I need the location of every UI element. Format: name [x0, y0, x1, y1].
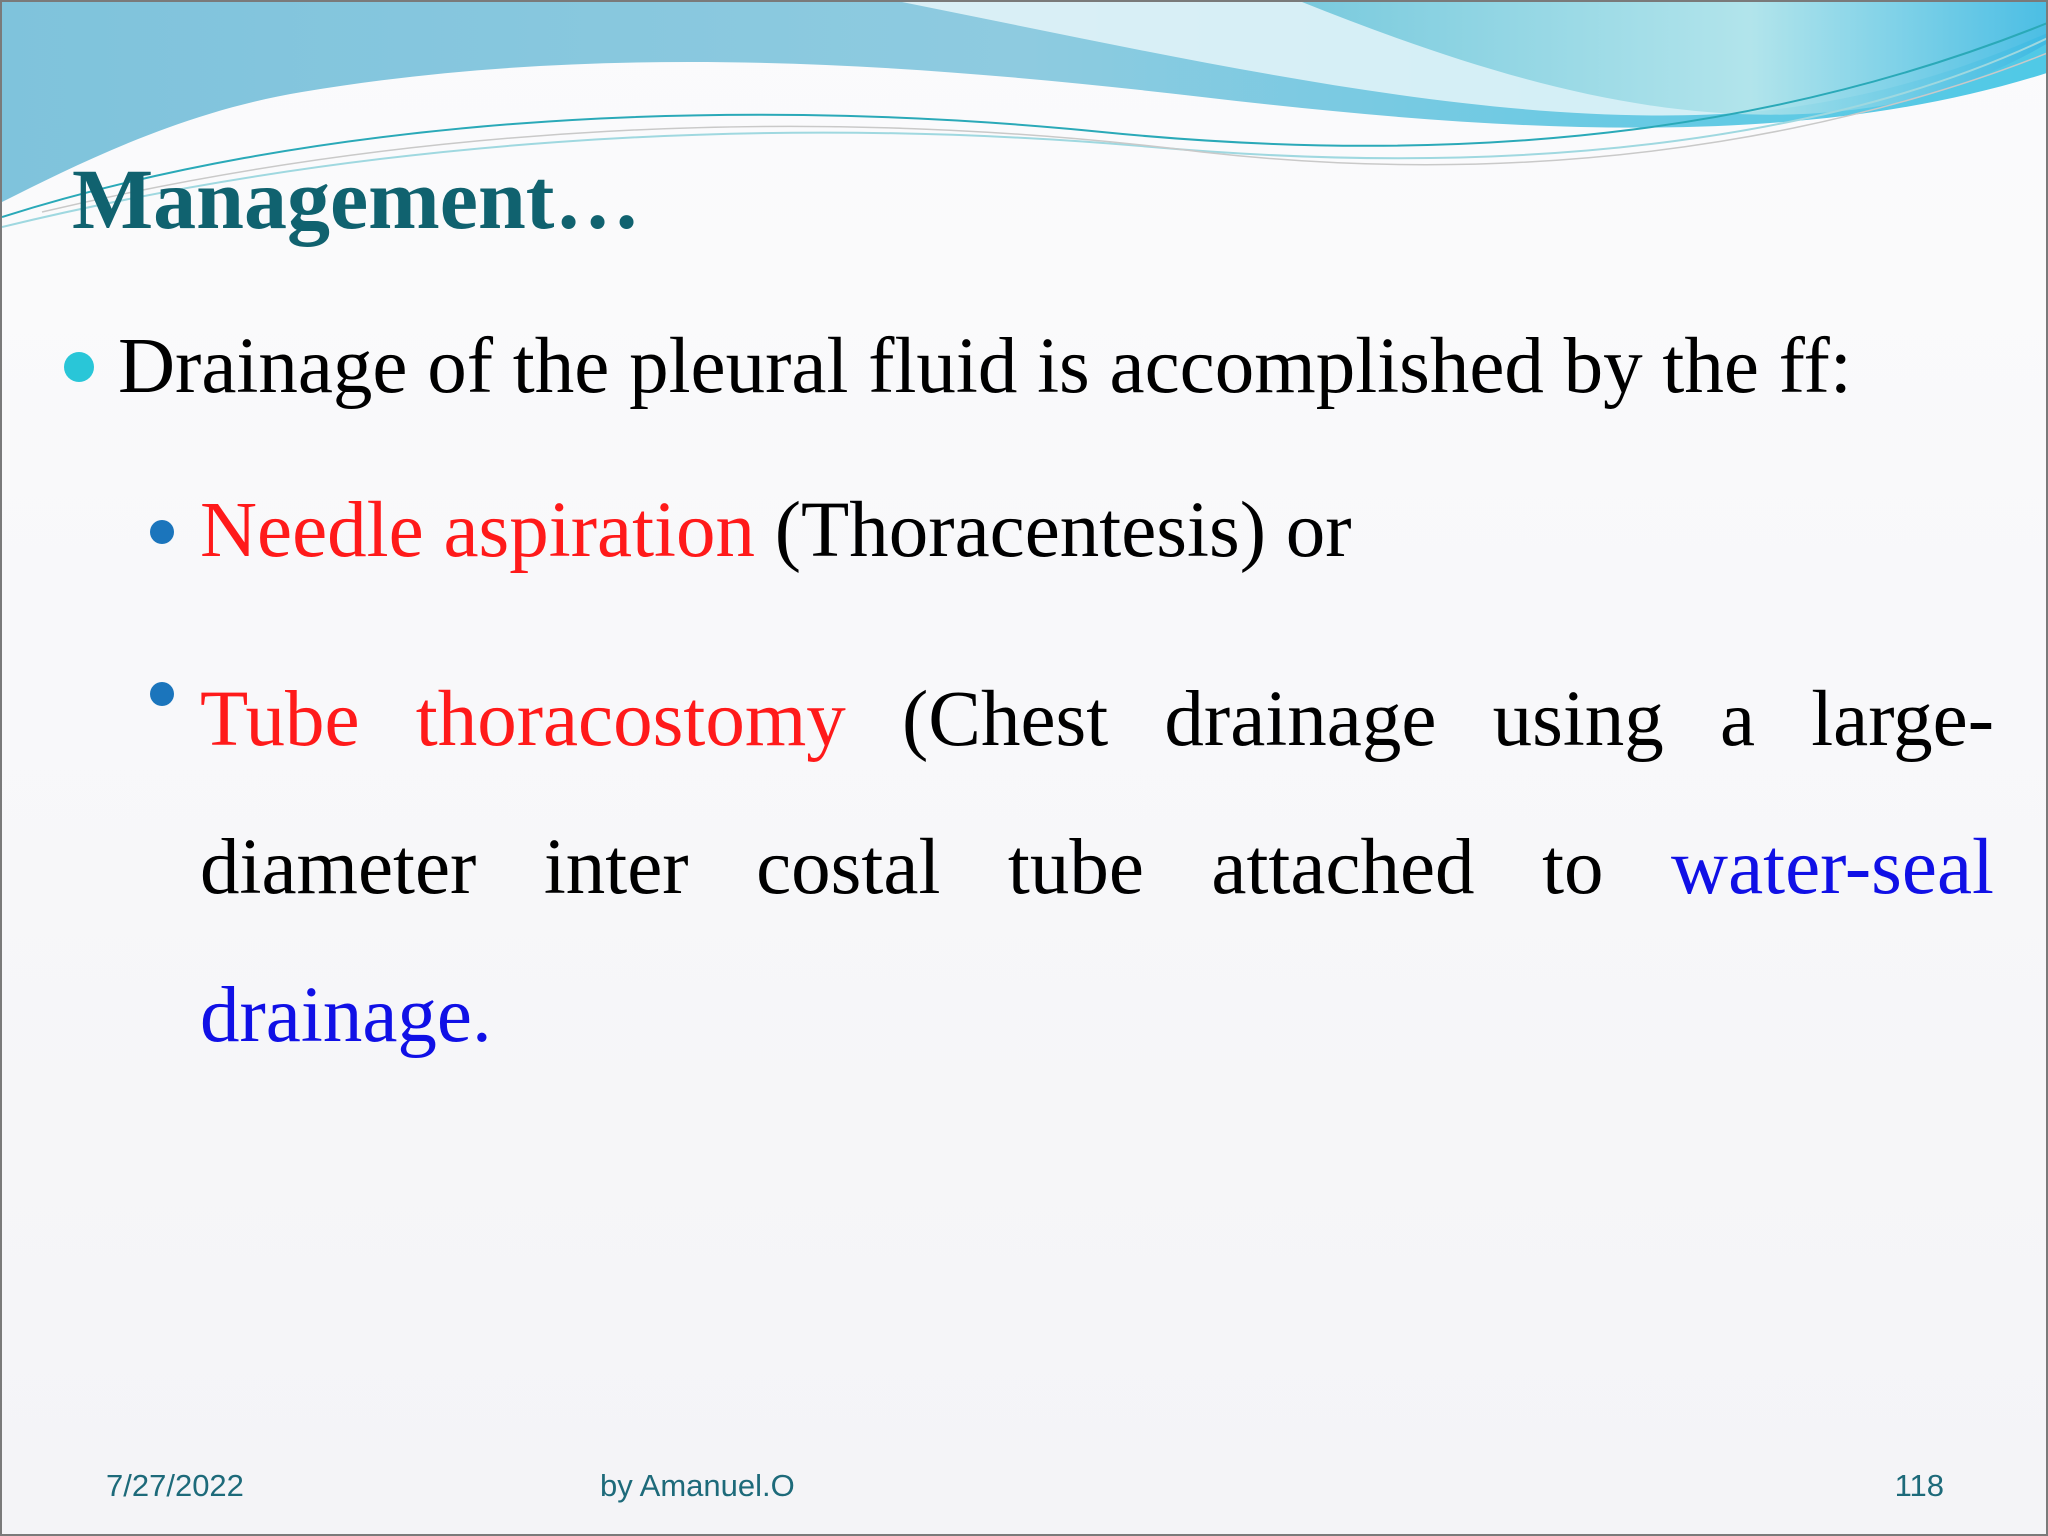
sub-bullet-dot-icon: [150, 520, 174, 544]
sub-bullet-tube-rest: (Chest drainage using a large-diameter inter costal tube attached to: [200, 676, 1994, 911]
sub-bullet-needle-aspiration: [200, 484, 1352, 578]
footer-date: 7/27/2022: [106, 1468, 244, 1503]
footer-author: by Amanuel.O: [600, 1468, 795, 1503]
bullet-drainage: Drainage of the pleural fluid is accomplished by the ff:: [118, 323, 1852, 410]
highlight-tube-thoracostomy: Tube thoracostomy: [200, 676, 846, 763]
sub-bullet-dot-icon: [150, 682, 174, 706]
highlight-water-seal-drainage: water-seal drainage.: [200, 824, 1994, 1059]
sub-bullet-tube-thoracostomy: [200, 646, 1994, 1090]
footer-page-number: 118: [1894, 1468, 1944, 1503]
slide-title: Management…: [72, 151, 641, 247]
sub-bullet-needle-rest: (Thoracentesis) or: [754, 487, 1352, 574]
highlight-needle-aspiration: Needle aspiration: [200, 487, 755, 574]
bullet-dot-icon: [64, 352, 94, 382]
